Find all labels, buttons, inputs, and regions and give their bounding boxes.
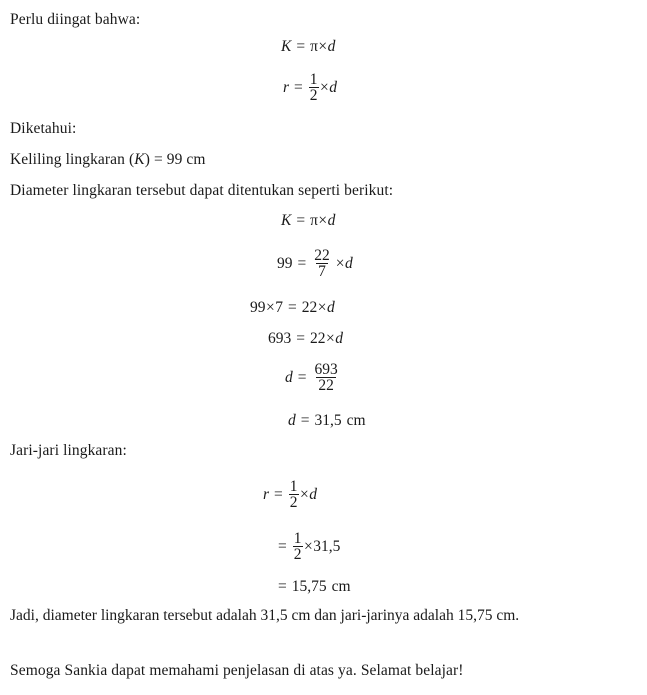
step-6-value: 31,5 [314,412,342,429]
radius-step-3-value: 15,75 [291,578,327,595]
equals-sign: = [296,330,305,347]
step-4 [268,330,343,348]
radius-step-1-lhs: r [263,486,270,504]
times-sign: × [266,299,275,316]
fraction-denominator: 2 [289,494,298,512]
equals-sign: = [274,486,283,504]
formula-radius [283,72,337,105]
closing-text: Semoga Sankia dapat memahami penjelasan di atas ya. Selamat belajar! [10,662,464,679]
step-1-lhs: K [281,212,292,229]
equals-sign: = [278,578,287,595]
step-5 [285,362,341,395]
fraction-numerator: 693 [314,360,338,378]
known-heading: Diketahui: [10,120,77,137]
times-sign: × [304,538,313,556]
fraction-denominator: 2 [309,87,318,105]
radius-step-1 [263,479,317,512]
pi-symbol: π [310,212,318,229]
fraction-one-half [289,479,299,512]
fraction-denominator: 22 [318,377,334,395]
equals-sign: = [278,538,287,556]
step-3-rhs-a: 22 [301,299,318,316]
equals-sign: = [297,369,307,387]
step-3 [250,299,335,317]
fraction-denominator: 2 [293,546,302,564]
step-3-lhs-a: 99 [250,299,266,316]
step-2-rhs: d [345,255,353,273]
equals-sign: = [288,299,297,316]
fraction-693-22 [313,362,340,395]
step-4-lhs: 693 [268,330,292,347]
times-sign: × [318,212,328,229]
step-2 [277,248,353,281]
fraction-twentytwo-sevenths [312,248,332,281]
formula-radius-lhs: r [283,79,290,97]
step-3-lhs-b: 7 [275,299,283,316]
formula-radius-rhs: d [329,79,338,97]
equals-sign: = [297,255,307,273]
equals-sign: = [300,412,310,429]
fraction-numerator: 1 [293,529,302,547]
times-sign: × [318,38,328,55]
instruction-text: Diameter lingkaran tersebut dapat ditentukan seperti berikut: [10,182,394,199]
times-sign: × [300,486,309,504]
formula-circumference-rhs: d [327,38,336,55]
fraction-numerator: 1 [309,70,318,88]
step-6-lhs: d [288,412,296,429]
known-value-suffix: ) = 99 cm [144,151,206,168]
radius-step-2-value: 31,5 [313,538,341,556]
times-sign: × [320,79,329,97]
step-4-rhs-b: d [335,330,343,347]
radius-step-1-rhs: d [309,486,318,504]
known-value-symbol: K [134,151,145,168]
radius-heading: Jari-jari lingkaran: [10,442,127,459]
step-6-unit: cm [346,412,366,429]
step-1-rhs: d [327,212,336,229]
formula-circumference [281,38,335,56]
fraction-one-half [309,72,319,105]
step-3-rhs-b: d [327,299,335,316]
radius-step-3 [278,578,351,596]
known-value-line [10,152,206,168]
equals-sign: = [294,79,303,97]
conclusion-text: Jadi, diameter lingkaran tersebut adalah 31,5 cm dan jari-jarinya adalah 15,75 cm. [10,607,520,624]
times-sign: × [335,255,345,273]
fraction-numerator: 22 [314,246,330,264]
step-1 [281,212,335,230]
equals-sign: = [296,212,306,229]
step-6 [288,412,366,430]
fraction-denominator: 7 [318,263,326,281]
fraction-one-half [293,531,303,564]
step-5-lhs: d [285,369,293,387]
radius-step-2 [278,531,340,564]
radius-step-3-unit: cm [331,578,351,595]
times-sign: × [326,330,335,347]
equals-sign: = [296,38,306,55]
known-value-prefix: Keliling lingkaran ( [10,151,135,168]
formula-circumference-lhs: K [281,38,292,55]
intro-text: Perlu diingat bahwa: [10,11,141,28]
step-2-lhs: 99 [277,255,293,273]
times-sign: × [317,299,327,316]
step-4-rhs-a: 22 [310,330,326,347]
fraction-numerator: 1 [289,477,298,495]
pi-symbol: π [310,38,318,55]
